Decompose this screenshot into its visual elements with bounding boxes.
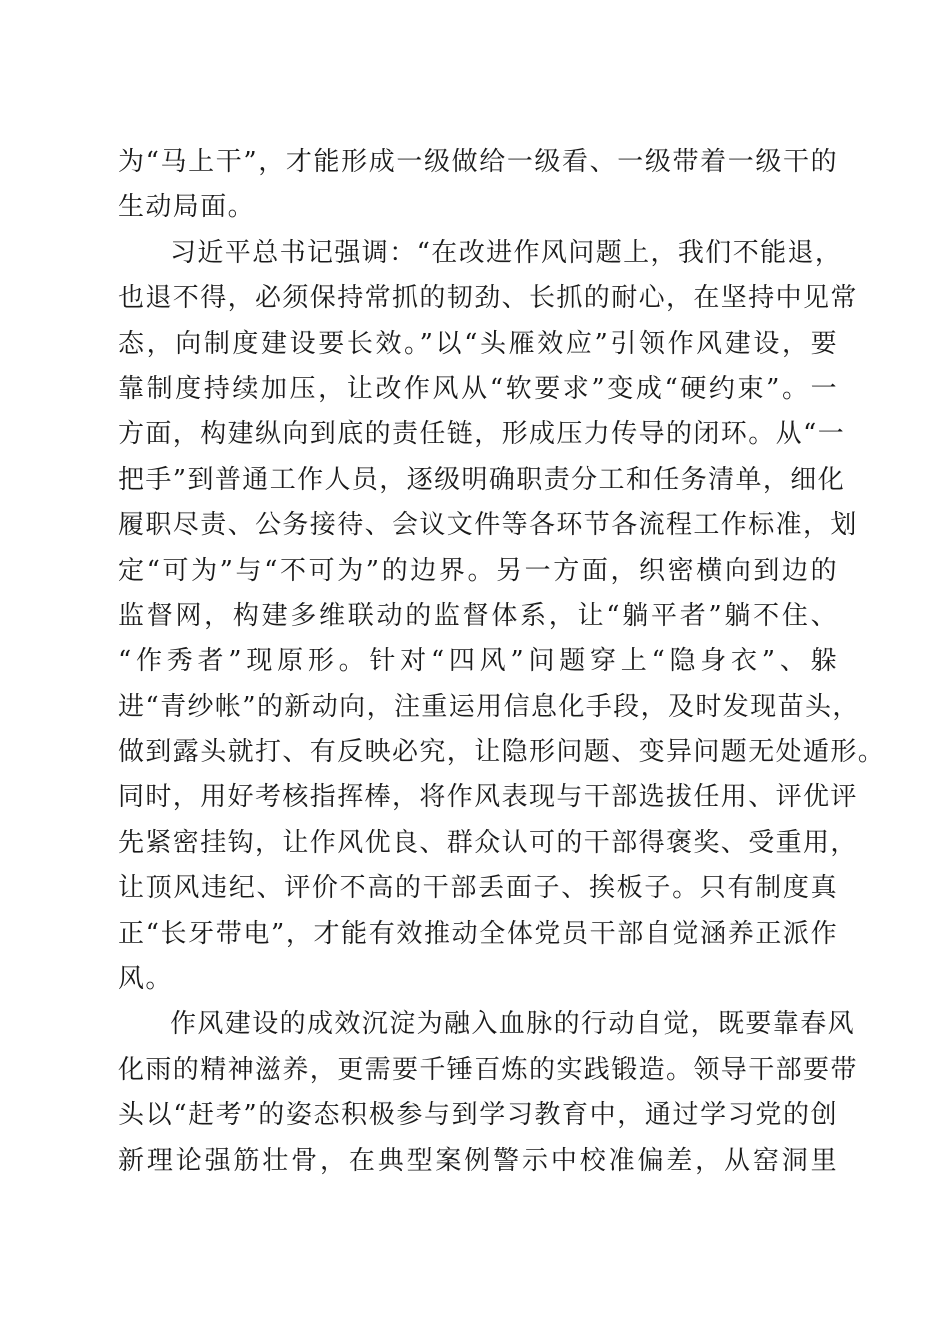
text-line: 进“青纱帐”的新动向，注重运用信息化手段，及时发现苗头，	[118, 691, 860, 722]
paragraph-3	[118, 1002, 858, 1184]
text-line: 靠制度持续加压，让改作风从“软要求”变成“硬约束”。一	[118, 373, 838, 404]
text-line: 作风建设的成效沉淀为融入血脉的行动自觉，既要靠春风	[170, 1009, 856, 1040]
text-line: 也退不得，必须保持常抓的韧劲、长抓的耐心，在坚持中见常	[118, 283, 858, 314]
text-line: 习近平总书记强调：“在改进作风问题上，我们不能退，	[170, 237, 843, 268]
paragraph-2	[118, 231, 886, 1003]
text-line: 态，向制度建设要长效。”以“头雁效应”引领作风建设，要	[118, 328, 838, 359]
text-line: 化雨的精神滋养，更需要千锤百炼的实践锻造。领导干部要带	[118, 1054, 858, 1085]
text-line: 头以“赶考”的姿态积极参与到学习教育中，通过学习党的创	[118, 1100, 838, 1131]
text-line: 生动局面。	[118, 192, 256, 223]
text-line: 履职尽责、公务接待、会议文件等各环节各流程工作标准，划	[118, 510, 858, 541]
text-line: 正“长牙带电”，才能有效推动全体党员干部自觉涵养正派作	[118, 918, 838, 949]
text-line: 为“马上干”，才能形成一级做给一级看、一级带着一级干的	[118, 147, 838, 177]
text-line: 同时，用好考核指挥棒，将作风表现与干部选拔任用、评优评	[118, 782, 858, 813]
text-line: 监督网，构建多维联动的监督体系，让“躺平者”躺不住、	[118, 600, 838, 631]
text-line: 新理论强筋壮骨，在典型案例警示中校准偏差，从窑洞里	[118, 1145, 838, 1176]
text-line: “作秀者”现原形。针对“四风”问题穿上“隐身衣”、躲	[118, 646, 838, 677]
text-line: 定“可为”与“不可为”的边界。另一方面，织密横向到边的	[118, 555, 838, 586]
paragraph-1	[118, 140, 838, 231]
text-line: 让顶风违纪、评价不高的干部丢面子、挨板子。只有制度真	[118, 873, 838, 904]
text-line: 先紧密挂钩，让作风优良、群众认可的干部得褒奖、受重用，	[118, 827, 858, 858]
document-body	[118, 140, 886, 1184]
text-line: 把手”到普通工作人员，逐级明确职责分工和任务清单，细化	[118, 464, 846, 495]
text-line: 做到露头就打、有反映必究，让隐形问题、变异问题无处遁形。	[118, 737, 886, 768]
text-line: 风。	[118, 964, 173, 995]
text-line: 方面，构建纵向到底的责任链，形成压力传导的闭环。从“一	[118, 419, 846, 450]
